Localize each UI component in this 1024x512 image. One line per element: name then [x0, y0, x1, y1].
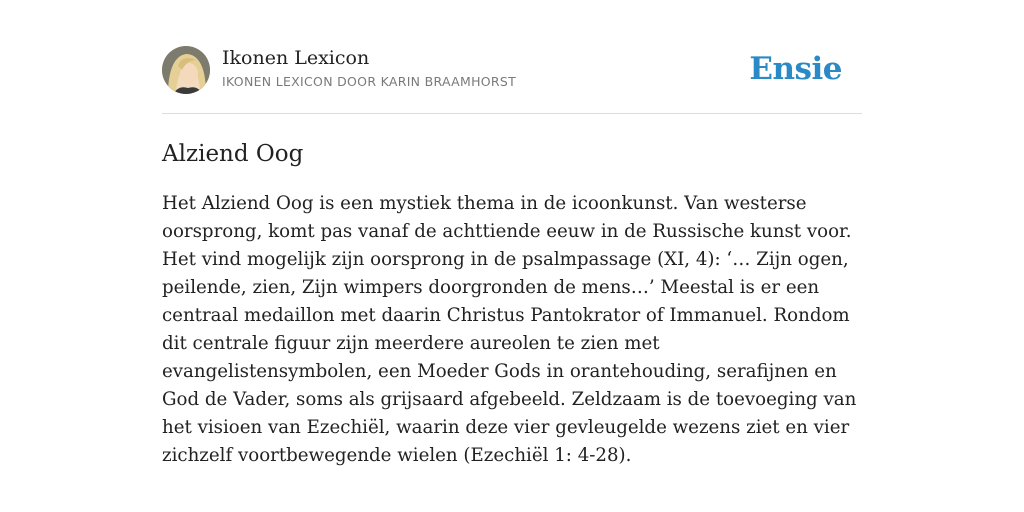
source-subtitle: IKONEN LEXICON DOOR KARIN BRAAMHORST — [222, 74, 517, 89]
article-body: Het Alziend Oog is een mystiek thema in de icoonkunst. Van westerse oorsprong, komt pas vanaf de achttiende eeuw in de Russische kunst voor. Het vind mogelijk zijn oorsprong in de psalmpassage (XI, 4): ‘… Zijn ogen, peilende, zien, Zijn wimpers doorgronden de mens…’ Meestal is er een centraal medaillon met daarin Christus Pantokrator of Immanuel. Rondom dit centrale figuur zijn meerdere aureolen te zien met evangelistensymbolen, een Moeder Gods in orantehouding, serafijnen en God de Vader, soms als grijsaard afgebeeld. Zeldzaam is de toevoeging van het visioen van Ezechiël, waarin deze vier gevleugelde wezens ziet en vier zichzelf voortbewegende wielen (Ezechiël 1: 4-28). — [162, 193, 857, 466]
author-portrait-icon — [162, 46, 210, 94]
definition-card — [162, 45, 862, 470]
article-title: Alziend Oog — [162, 141, 304, 167]
source-name[interactable]: Ikonen Lexicon — [222, 47, 370, 69]
ensie-logo[interactable]: Ensie — [749, 51, 842, 87]
card-header — [162, 45, 862, 114]
author-avatar[interactable] — [162, 46, 210, 94]
